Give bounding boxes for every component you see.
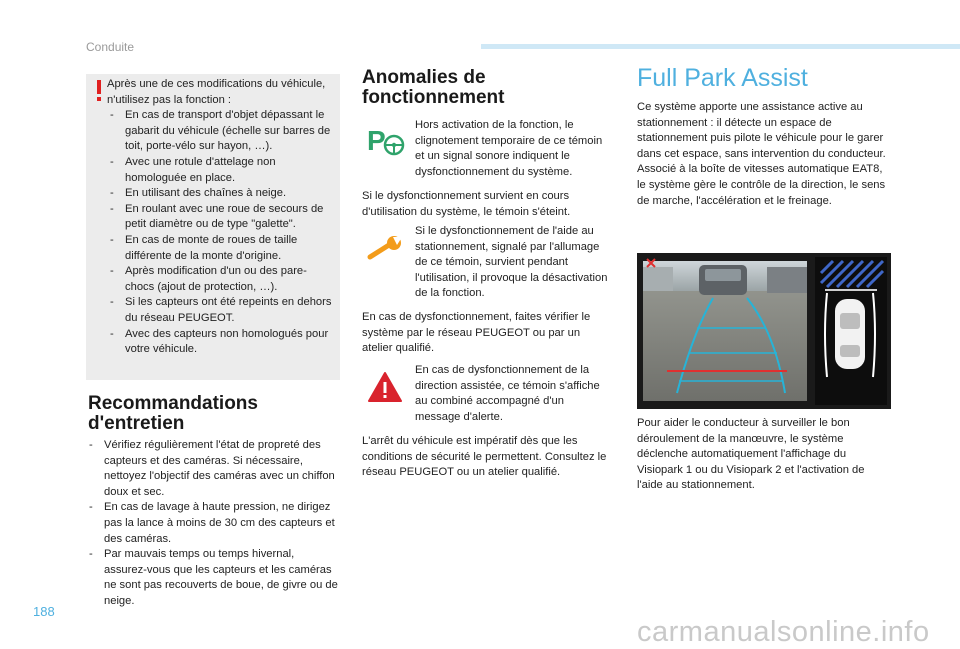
list-item: - Avec des capteurs non homologués pour votre véhicule. — [107, 327, 333, 358]
maintenance-title — [88, 394, 340, 434]
section-title: Conduite — [86, 40, 135, 54]
list-item: - Vérifiez régulièrement l'état de propreté des capteurs et des caméras. Si nécessaire, nettoyez l'objectif des caméras avec un chiffon doux et sec. — [86, 438, 340, 500]
warning-triangle-icon — [367, 371, 403, 403]
park-steering-icon — [367, 124, 407, 158]
list-item: - Après modification d'un ou des pare-chocs (ajout de protection, …). — [107, 264, 333, 295]
fpa-p1: Ce système apporte une assistance active au stationnement : il détecte un espace de stationnement puis pilote le véhicule pour le garer dans cet espace, sans intervention du conducteur. Associé à la boîte de vitesses automatique EAT8, le système gère le contrôle de la direction, le sens de marche, l'accélération et le freinage. — [637, 101, 886, 207]
svg-text:P: P — [367, 125, 386, 156]
anomalies-title-line1: Anomalies de — [362, 67, 486, 88]
maintenance-list — [86, 438, 340, 610]
warning-intro: Après une de ces modifications du véhicule, n'utilisez pas la fonction : — [107, 78, 326, 106]
list-item: - En cas de lavage à haute pression, ne dirigez pas la lance à moins de 30 cm des capteurs et des caméras. — [86, 500, 340, 547]
fpa-p2: Pour aider le conducteur à surveiller le bon déroulement de la manœuvre, le système déclenche automatiquement l'affichage du Visiopark 1 ou du Visiopark 2 et l'activation de l'aide au stationnement. — [637, 417, 865, 492]
exclamation-icon — [94, 80, 104, 102]
anomalies-p1: Hors activation de la fonction, le clignotement temporaire de ce témoin et un signal sonore indiquent le dysfonctionnement du système. — [415, 119, 603, 178]
fpa-title: Full Park Assist — [637, 64, 808, 92]
anomalies-p2: Si le dysfonctionnement survient en cours d'utilisation du système, le témoin s'éteint. — [362, 190, 571, 218]
list-item: - En utilisant des chaînes à neige. — [107, 186, 333, 202]
parking-camera-illustration — [637, 253, 891, 409]
header-bar — [481, 44, 960, 49]
anomalies-p5: En cas de dysfonctionnement de la direction assistée, ce témoin s'affiche au combiné accompagné d'un message d'alerte. — [415, 364, 600, 423]
list-item: - En cas de monte de roues de taille différente de la monte d'origine. — [107, 233, 333, 264]
maintenance-title-line1: Recommandations — [88, 393, 258, 414]
anomalies-p4: En cas de dysfonctionnement, faites vérifier le système par le réseau PEUGEOT ou par un atelier qualifié. — [362, 311, 591, 355]
list-item: - Si les capteurs ont été repeints en dehors du réseau PEUGEOT. — [107, 295, 333, 326]
watermark: carmanualsonline.info — [637, 616, 930, 648]
list-item: - En cas de transport d'objet dépassant le gabarit du véhicule (échelle sur barres de toit, porte-vélo sur hayon, …). — [107, 108, 333, 155]
warning-list — [107, 108, 333, 358]
wrench-icon — [367, 236, 407, 260]
warning-box — [86, 74, 340, 380]
anomalies-p3: Si le dysfonctionnement de l'aide au stationnement, signalé par l'allumage de ce témoin, survient pendant l'utilisation, il provoque la désactivation de la fonction. — [415, 225, 608, 300]
anomalies-title — [362, 68, 612, 108]
maintenance-title-line2: d'entretien — [88, 413, 185, 434]
list-item: - Avec une rotule d'attelage non homologuée en place. — [107, 155, 333, 186]
anomalies-title-line2: fonctionnement — [362, 87, 505, 108]
list-item: - Par mauvais temps ou temps hivernal, assurez-vous que les capteurs et les caméras ne sont pas recouverts de boue, de givre ou de neige. — [86, 547, 340, 609]
page-number: 188 — [33, 604, 55, 619]
list-item: - En roulant avec une roue de secours de petit diamètre ou de type "galette". — [107, 202, 333, 233]
anomalies-p6: L'arrêt du véhicule est impératif dès que les conditions de sécurité le permettent. Consultez le réseau PEUGEOT ou un atelier qualifié. — [362, 435, 607, 479]
